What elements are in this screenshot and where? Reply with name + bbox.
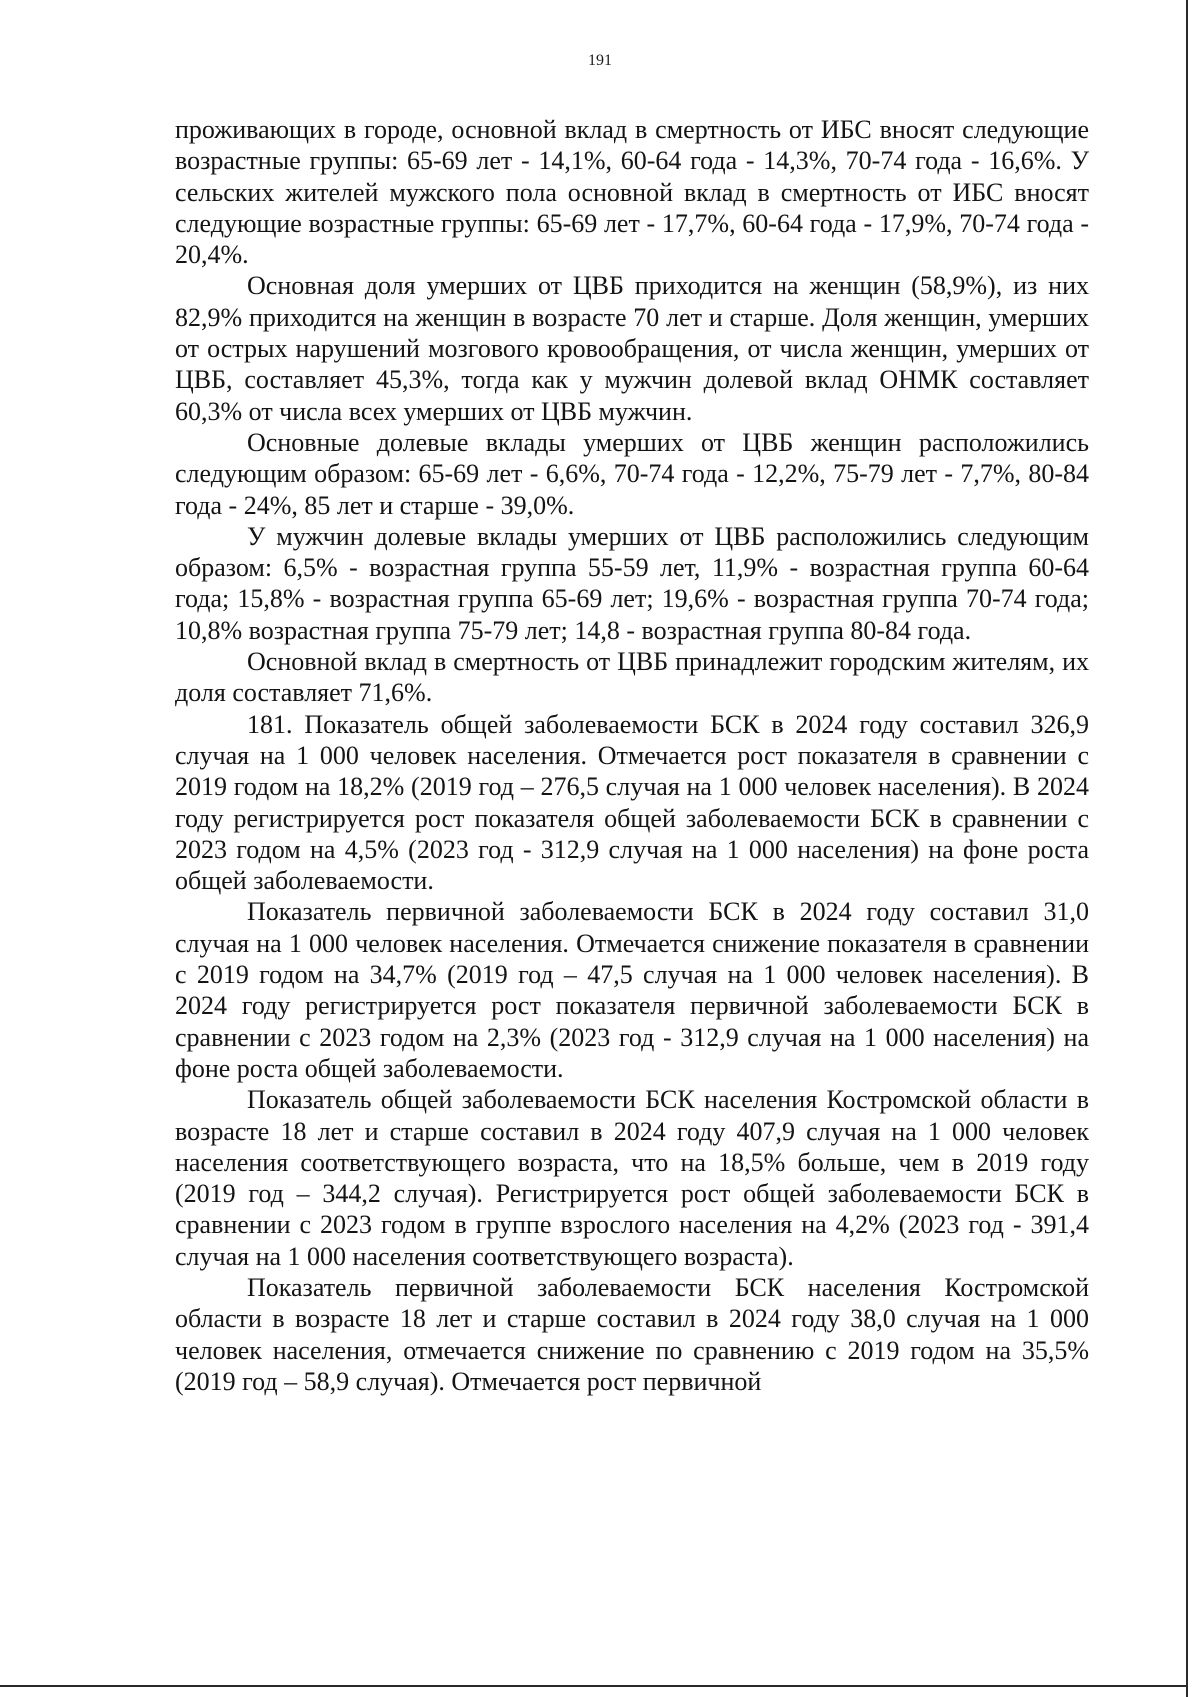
paragraph-adult-total-morbidity: Показатель общей заболеваемости БСК населения Костромской области в возрасте 18 лет и старше составил в 2024 году 407,9 случая на 1 000 человек населения соответствующего возраста, что на 18,5% больше, чем в 2019 году (2019 год – 344,2 случая). Регистрируется рост общей заболеваемости БСК в сравнении с 2023 годом в группе взрослого населения на 4,2% (2023 год - 391,4 случая на 1 000 населения соответствующего возраста). xyxy=(175,1085,1089,1271)
paragraph-cvd-women-age-shares: Основные долевые вклады умерших от ЦВБ женщин расположились следующим образом: 65-69 лет - 6,6%, 70-74 года - 12,2%, 75-79 лет - 7,7%, 80-84 года - 24%, 85 лет и старше - 39,0%. xyxy=(175,427,1089,520)
paragraph-ihd-age-groups: проживающих в городе, основной вклад в смертность от ИБС вносят следующие возрастные группы: 65-69 лет - 14,1%, 60-64 года - 14,3%, 70-74 года - 16,6%. У сельских жителей мужского пола основной вклад в смертность от ИБС вносят следующие возрастные группы: 65-69 лет - 17,7%, 60-64 года - 17,9%, 70-74 года - 20,4%. xyxy=(175,115,1089,270)
paragraph-cvd-women-share: Основная доля умерших от ЦВБ приходится на женщин (58,9%), из них 82,9% приходится на женщин в возрасте 70 лет и старше. Доля женщин, умерших от острых нарушений мозгового кровообращения, от числа женщин, умерших от ЦВБ, составляет 45,3%, тогда как у мужчин долевой вклад ОНМК составляет 60,3% от числа всех умерших от ЦВБ мужчин. xyxy=(175,271,1089,426)
page-number: 191 xyxy=(588,52,612,69)
scan-edge-right xyxy=(1186,0,1188,1697)
paragraph-181-total-morbidity: 181. Показатель общей заболеваемости БСК в 2024 году составил 326,9 случая на 1 000 человек населения. Отмечается рост показателя в сравнении с 2019 годом на 18,2% (2019 год – 276,5 случая на 1 000 человек населения). В 2024 году регистрируется рост показателя общей заболеваемости БСК в сравнении с 2023 годом на 4,5% (2023 год - 312,9 случая на 1 000 населения) на фоне роста общей заболеваемости. xyxy=(175,709,1089,896)
scan-edge-bottom xyxy=(0,1685,1188,1687)
paragraph-cvd-men-age-shares: У мужчин долевые вклады умерших от ЦВБ расположились следующим образом: 6,5% - возрастная группа 55-59 лет, 11,9% - возрастная группа 60-64 года; 15,8% - возрастная группа 65-69 лет; 19,6% - возрастная группа 70-74 года; 10,8% возрастная группа 75-79 лет; 14,8 - возрастная группа 80-84 года. xyxy=(175,521,1089,645)
paragraph-cvd-urban-share: Основной вклад в смертность от ЦВБ принадлежит городским жителям, их доля составляет 71,6%. xyxy=(175,647,1089,708)
paragraph-primary-morbidity: Показатель первичной заболеваемости БСК в 2024 году составил 31,0 случая на 1 000 человек населения. Отмечается снижение показателя в сравнении с 2019 годом на 34,7% (2019 год – 47,5 случая на 1 000 человек населения). В 2024 году регистрируется рост показателя первичной заболеваемости БСК в сравнении с 2023 годом на 2,3% (2023 год - 312,9 случая на 1 000 населения) на фоне роста общей заболеваемости. xyxy=(175,897,1089,1083)
paragraph-adult-primary-morbidity: Показатель первичной заболеваемости БСК населения Костромской области в возрасте 18 лет и старше составил в 2024 году 38,0 случая на 1 000 человек населения, отмечается снижение по сравнению с 2019 годом на 35,5% (2019 год – 58,9 случая). Отмечается рост первичной xyxy=(175,1272,1089,1396)
document-body xyxy=(175,114,1089,1397)
